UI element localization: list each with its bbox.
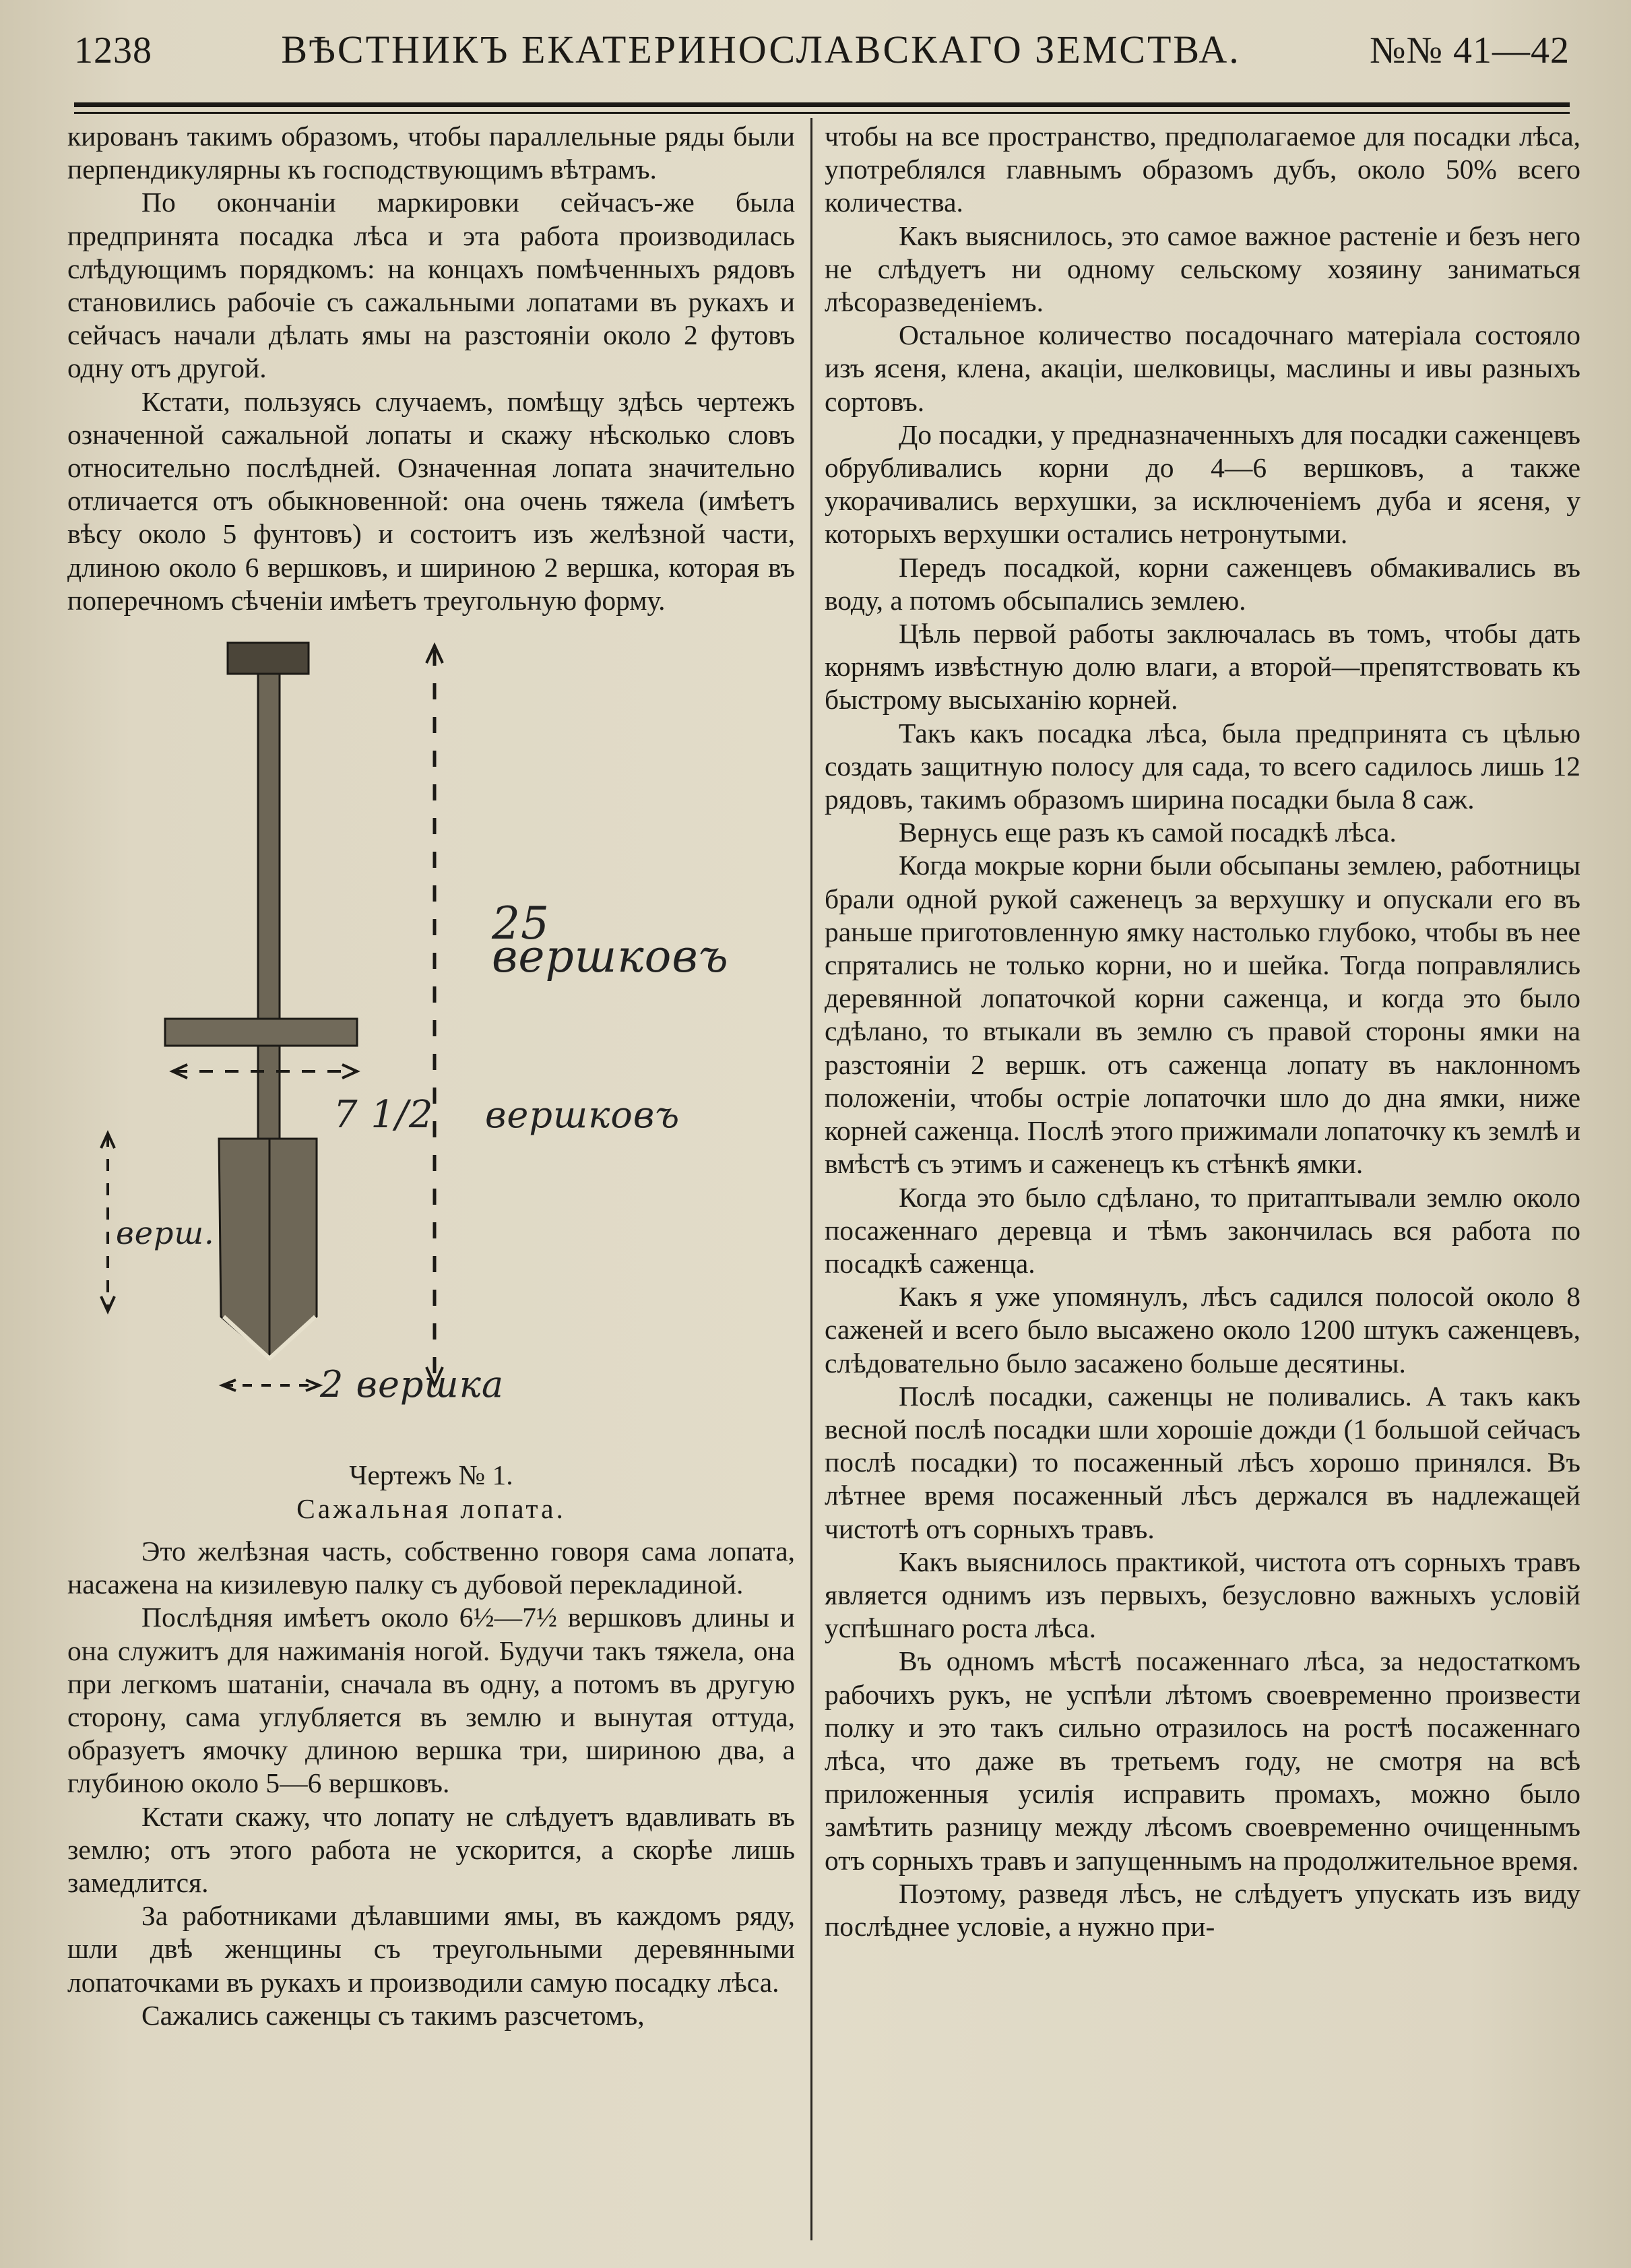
paragraph: По окончаніи маркировки сейчасъ-же была предпринята посадка лѣса и эта работа производилась слѣдующимъ порядкомъ: на концахъ помѣченныхъ рядовъ становились рабочіе съ сажальными лопатами въ рукахъ и сейчасъ начали дѣлать ямы на разстояніи около 2 футовъ одну отъ другой. (67, 187, 795, 384)
label-vershkov: вершковъ (485, 1094, 680, 1137)
paragraph: Какъ выяснилось практикой, чистота отъ сорныхъ травъ является однимъ изъ первыхъ, безусловно важныхъ условій успѣшнаго роста лѣса. (825, 1546, 1580, 1644)
label-2-vershka: 2 вершка (320, 1363, 505, 1406)
journal-title: ВѢСТНИКЪ ЕКАТЕРИНОСЛАВСКАГО ЗЕМСТВА. (281, 28, 1241, 71)
paragraph: Поэтому, разведя лѣсъ, не слѣдуетъ упускать изъ виду послѣднее условіе, а нужно при- (825, 1877, 1580, 1942)
spade-drawing (67, 636, 795, 1458)
paragraph: Остальное количество посадочнаго матеріала состояло изъ ясеня, клена, акаціи, шелковицы, маслины и ивы разныхъ сортовъ. (825, 319, 1580, 417)
spade-illustration (67, 636, 795, 1458)
paragraph: За работниками дѣлавшими ямы, въ каждомъ ряду, шли двѣ женщины съ треугольными деревянными лопаточками въ рукахъ и производили самую посадку лѣса. (67, 1900, 795, 1998)
paragraph: Въ одномъ мѣстѣ посаженнаго лѣса, за недостаткомъ рабочихъ рукъ, не успѣли лѣтомъ своевременно произвести полку и это такъ сильно отразилось на ростѣ посаженнаго лѣса, что даже въ третьемъ году, не смотря на всѣ приложенныя усилія исправить промахъ, можно было замѣтить разницу между лѣсомъ своевременно очищеннымъ отъ сорныхъ травъ и запущеннымъ на продолжительное время. (825, 1645, 1580, 1876)
paragraph: Кстати скажу, что лопату не слѣдуетъ вдавливать въ землю; отъ этого работа не ускорится, а скорѣе лишь замедлится. (67, 1800, 795, 1899)
issue-number: №№ 41—42 (1370, 30, 1570, 71)
spade-crossbar (165, 1019, 357, 1046)
spade-handle-top (228, 643, 309, 674)
paragraph: чтобы на все пространство, предполагаемое для посадки лѣса, употреблялся главнымъ образомъ дубъ, около 50% всего количества. (825, 121, 1580, 218)
paragraph: До посадки, у предназначенныхъ для посадки саженцевъ обрубливались корни до 4—6 вершковъ, а также укорачивались верхушки, за исключеніемъ дуба и ясеня, у которыхъ верхушки остались нетронутыми. (825, 418, 1580, 550)
page-number: 1238 (74, 30, 152, 71)
paragraph: Это желѣзная часть, собственно говоря сама лопата, насажена на кизилевую палку съ дубовой перекладиной. (67, 1536, 795, 1600)
paragraph: Послѣ посадки, саженцы не поливались. А такъ какъ весной послѣ посадки шли хорошіе дожди (1 большой сейчасъ послѣ посадки) то посаженный лѣсъ хорошо принялся. Въ лѣтнее время посаженный лѣсъ держался въ надлежащей чистотѣ отъ сорныхъ травъ. (825, 1380, 1580, 1544)
paragraph: Вернусь еще разъ къ самой посадкѣ лѣса. (899, 817, 1397, 848)
right-column (825, 120, 1580, 1943)
label-25-vershkov: 25 вершковъ (492, 897, 729, 983)
paragraph: Послѣдняя имѣетъ около 6½—7½ вершковъ длины и она служитъ для нажиманія ногой. Будучи такъ тяжела, она при легкомъ шатаніи, сначала въ одну, а потомъ въ другую сторону, сама углубляется въ землю и вынутая оттуда, образуетъ ямочку длиною вершка три, шириною два, а глубиною около 5—6 вершковъ. (67, 1602, 795, 1799)
label-versh-side: верш. (116, 1215, 215, 1252)
paragraph: Когда это было сдѣлано, то притаптывали землю около посаженнаго деревца и тѣмъ закончилась вся работа по посадкѣ саженца. (825, 1181, 1580, 1279)
paragraph: Какъ выяснилось, это самое важное растеніе и безъ него не слѣдуетъ ни одному сельскому хозяину заниматься лѣсоразведеніемъ. (825, 220, 1580, 318)
paragraph: Когда мокрые корни были обсыпаны землею, работницы брали одной рукой саженецъ за верхушку и опускали его въ раньше приготовленную ямку настолько глубоко, чтобы въ нее спрятались не только корни, но и шейка. Тогда поправлялись деревянной лопаточкой корни саженца, и когда это было сдѣлано, то втыкали въ землю съ правой стороны ямки на разстояніи 2 вершк. отъ саженца лопату въ наклонномъ положеніи, чтобы остріе лопаточки шло до дна ямки, ниже корней саженца. Послѣ этого прижимали лопаточку къ землѣ и вмѣстѣ съ этимъ и саженецъ къ стѣнкѣ ямки. (825, 850, 1580, 1180)
paragraph: Сажались саженцы съ такимъ разсчетомъ, (141, 1999, 645, 2031)
figure-caption-title: Сажальная лопата. (296, 1493, 566, 1525)
paragraph: кированъ такимъ образомъ, чтобы параллельные ряды были перпендикулярны къ господствующимъ вѣтрамъ. (67, 121, 795, 185)
paragraph: Кстати, пользуясь случаемъ, помѣщу здѣсь чертежъ означенной сажальной лопаты и скажу нѣсколько словъ относительно послѣдней. Означенная лопата значительно отличается отъ обыкновенной: она очень тяжела (имѣетъ вѣсу около 5 фунтовъ) и состоитъ изъ желѣзной части, длиною около 6 вершковъ, и шириною 2 вершка, которая въ поперечномъ сѣченіи имѣетъ треугольную форму. (67, 385, 795, 616)
left-column (67, 120, 795, 2032)
paragraph: Какъ я уже упомянулъ, лѣсъ садился полосой около 8 саженей и всего было высажено около 1200 штукъ саженцевъ, слѣдовательно было засажено больше десятины. (825, 1281, 1580, 1379)
paragraph: Такъ какъ посадка лѣса, была предпринята съ цѣлью создать защитную полосу для сада, то всего садилось лишь 12 рядовъ, такимъ образомъ ширина посадки была 8 саж. (825, 717, 1580, 815)
header-rule-thick (74, 102, 1570, 107)
paragraph: Передъ посадкой, корни саженцевъ обмакивались въ воду, а потомъ обсыпались землею. (825, 551, 1580, 616)
header-rule-thin (74, 112, 1570, 114)
figure-caption-number: Чертежъ № 1. (349, 1459, 513, 1491)
paragraph: Цѣль первой работы заключалась въ томъ, чтобы дать корнямъ извѣстную долю влаги, а второй—препятствовать къ быстрому высыханію корней. (825, 618, 1580, 716)
label-7-half: 7 1/2 (333, 1093, 434, 1137)
page-header (74, 27, 1570, 74)
spade-shaft (258, 674, 280, 1139)
column-separator (810, 118, 812, 2240)
